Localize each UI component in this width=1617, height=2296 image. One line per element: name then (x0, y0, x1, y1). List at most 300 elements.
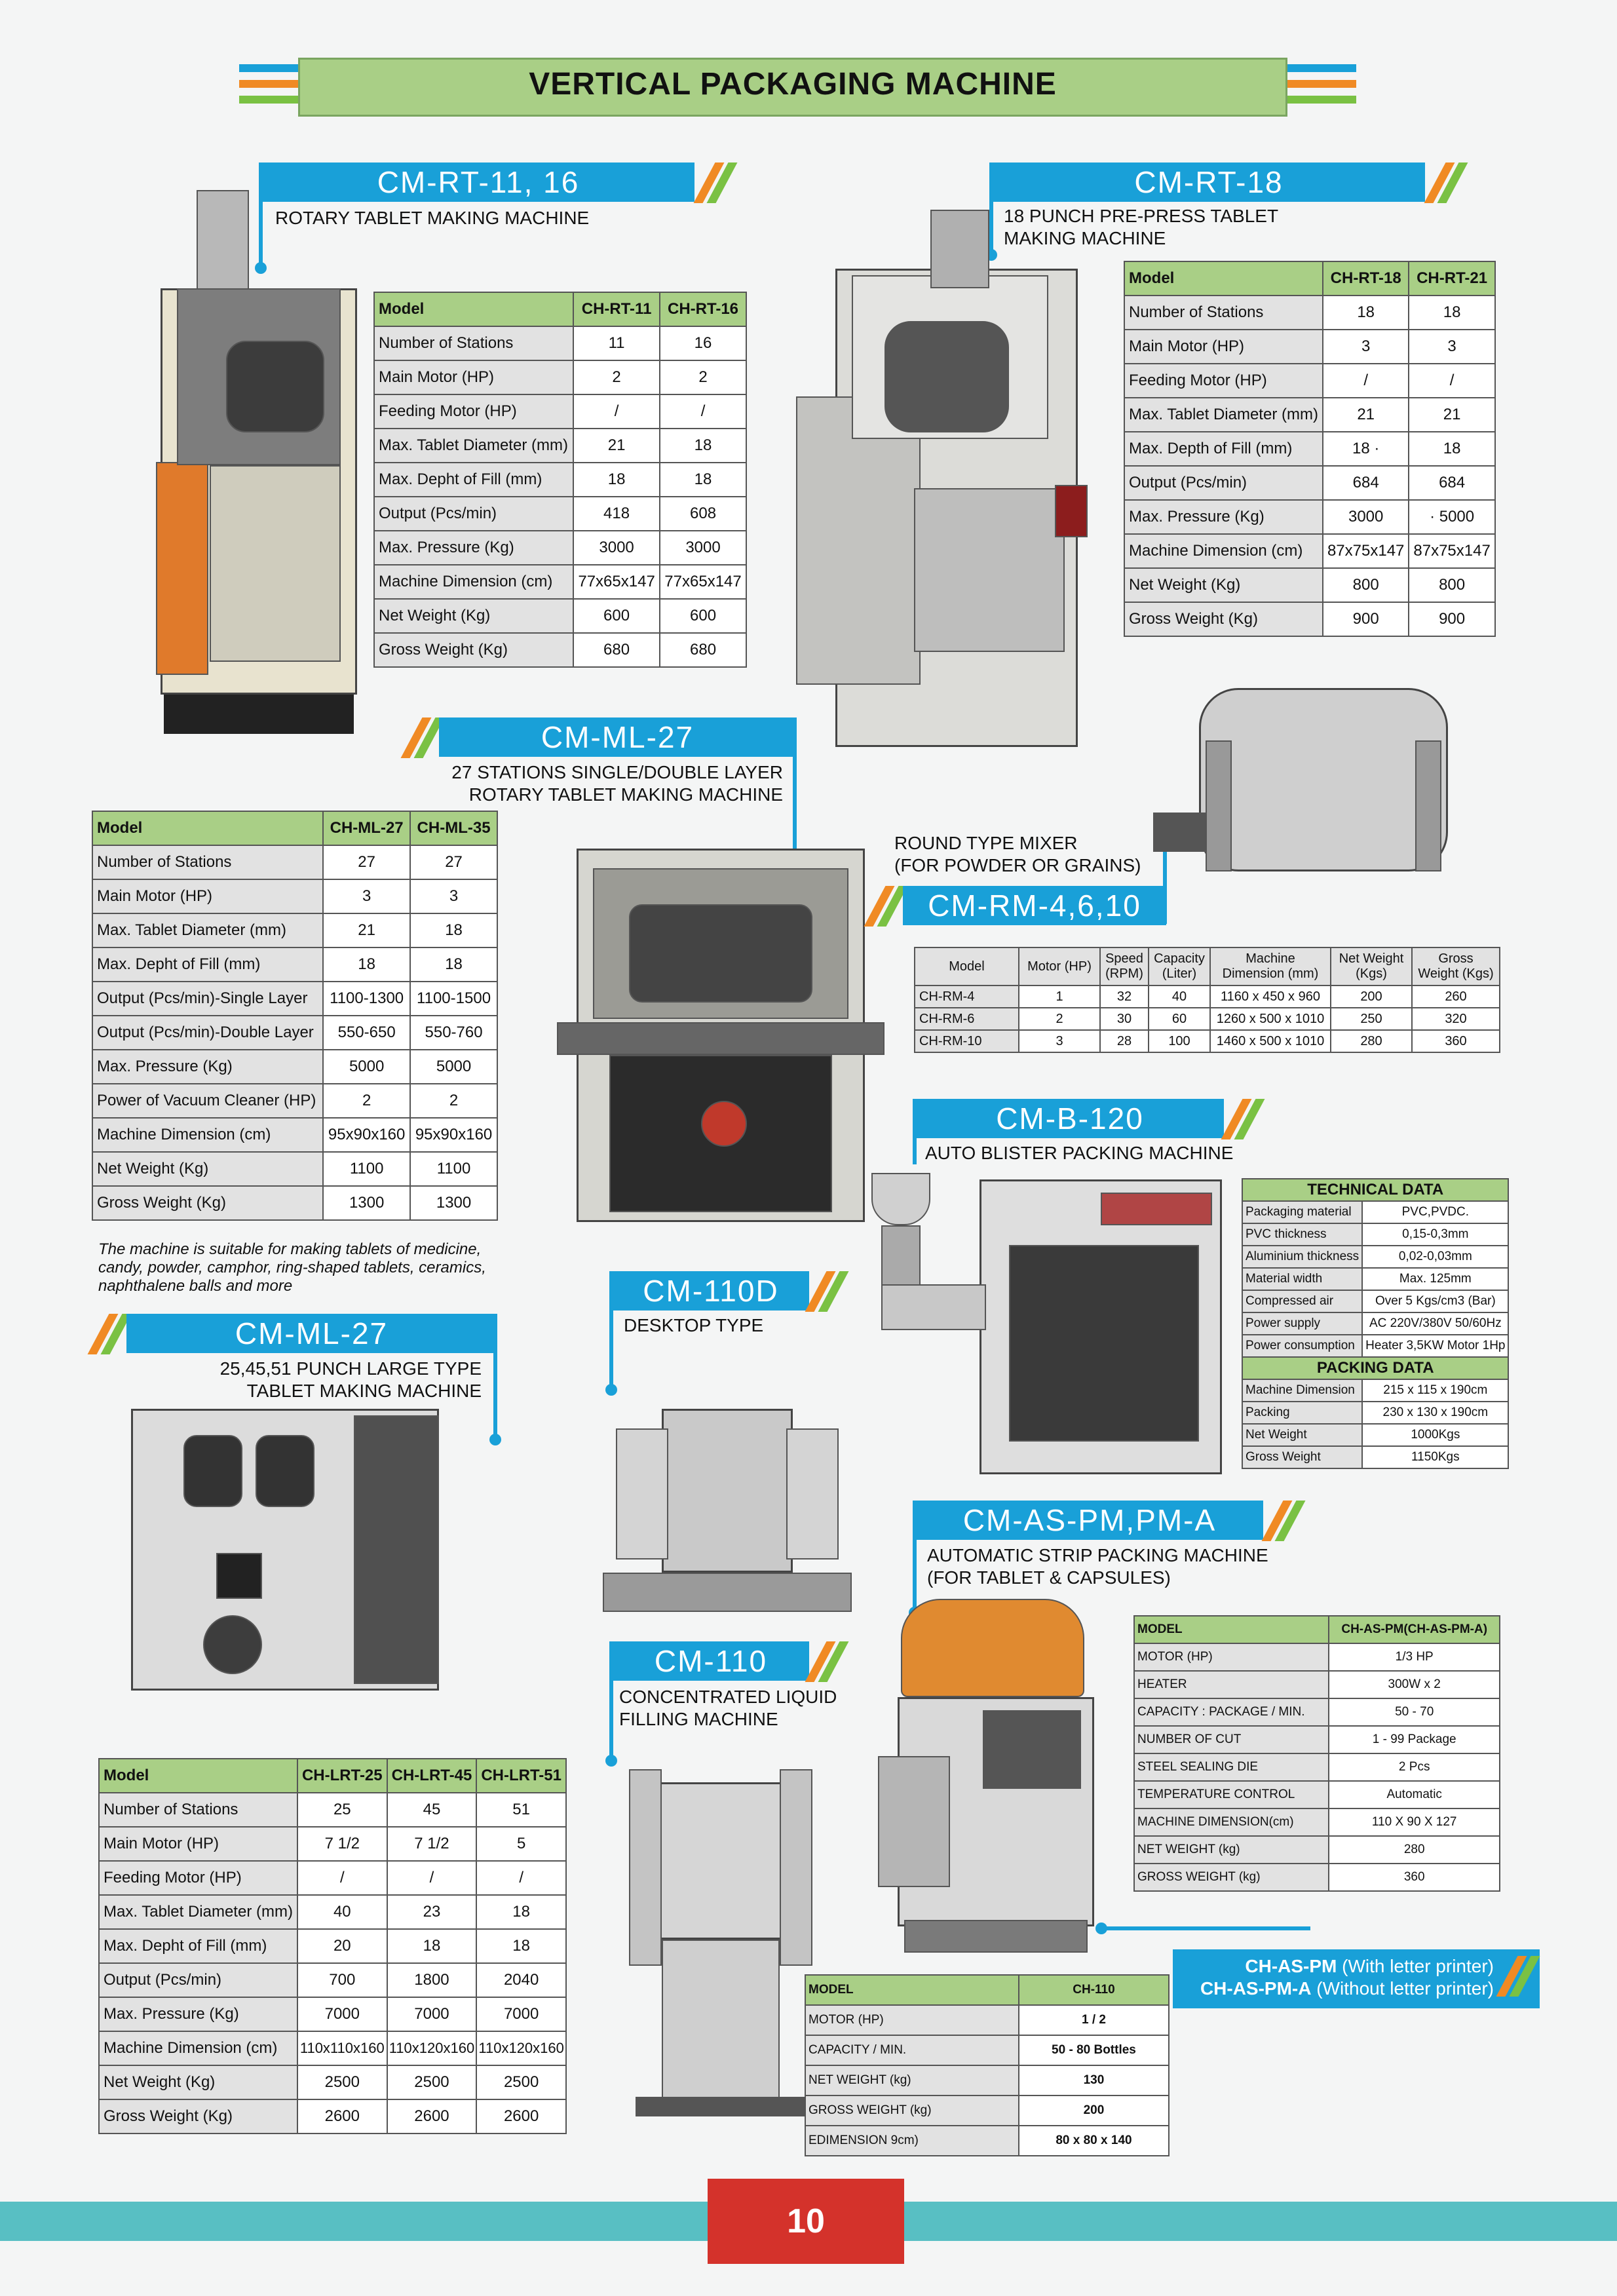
table-cell: 28 (1100, 1030, 1149, 1052)
rt18-subtitle-2: MAKING MACHINE (1004, 228, 1166, 248)
table-cell: 32 (1100, 985, 1149, 1008)
table-cell: 2 (573, 360, 660, 394)
table-row (1124, 602, 1495, 636)
table-cell: 1160 x 450 x 960 (1210, 985, 1331, 1008)
table-cell: Feeding Motor (HP) (374, 394, 573, 429)
table-cell: Max. Tablet Diameter (mm) (92, 913, 323, 947)
table-header-cell: MODEL (1134, 1616, 1329, 1643)
table-row (915, 1008, 1500, 1030)
table-cell: 5000 (323, 1050, 410, 1084)
table-cell: 21 (573, 429, 660, 463)
table-cell: 87x75x147 (1409, 534, 1494, 568)
table-row (1134, 1781, 1500, 1808)
table-cell: 21 (1323, 398, 1409, 432)
table-row (99, 2099, 566, 2133)
aspm-note-line (1101, 1926, 1310, 1930)
table-cell: 800 (1323, 568, 1409, 602)
aspm-subtitle-2: (FOR TABLET & CAPSULES) (927, 1567, 1171, 1588)
table-cell: 3 (410, 879, 497, 913)
aspm-pointer-line (913, 1501, 917, 1612)
ml27b-banner: CM-ML-27 (126, 1314, 497, 1353)
table-cell: Aluminium thickness (1242, 1246, 1362, 1268)
table-row (374, 429, 746, 463)
ml27b-subtitle-2: TABLET MAKING MACHINE (246, 1381, 482, 1401)
table-header-cell: CH-RT-16 (660, 292, 746, 326)
table-row (99, 1861, 566, 1895)
table-row (1242, 1446, 1508, 1468)
table-cell: 18 (410, 947, 497, 982)
b120-banner: CM-B-120 (916, 1099, 1224, 1138)
page-header (298, 58, 1287, 117)
table-cell: Feeding Motor (HP) (1124, 364, 1323, 398)
b120-subtitle: AUTO BLISTER PACKING MACHINE (925, 1143, 1234, 1163)
table-row (1242, 1201, 1508, 1223)
table-header-cell: CH-LRT-51 (476, 1759, 566, 1793)
aspm-subtitle-1: AUTOMATIC STRIP PACKING MACHINE (927, 1545, 1268, 1565)
table-cell: Machine Dimension (cm) (374, 565, 573, 599)
table-cell: 3 (1409, 330, 1494, 364)
table-cell: 2600 (476, 2099, 566, 2133)
ml27a-note-1: The machine is suitable for making tablets of medicine, (98, 1240, 482, 1258)
table-cell: Max. 125mm (1362, 1268, 1508, 1290)
table-row (92, 1186, 497, 1220)
table-cell: Number of Stations (92, 845, 323, 879)
table-cell: Compressed air (1242, 1290, 1362, 1312)
table-cell: 900 (1409, 602, 1494, 636)
d110-banner: CM-110D (613, 1271, 809, 1311)
table-cell: 2 (410, 1084, 497, 1118)
aspm-spec-table (1133, 1615, 1500, 1892)
table-row (374, 394, 746, 429)
table-cell: Power supply (1242, 1312, 1362, 1335)
rm-subtitle-2: (FOR POWDER OR GRAINS) (894, 855, 1141, 875)
ml27a-note-3: naphthalene balls and more (98, 1277, 293, 1295)
table-cell: PVC,PVDC. (1362, 1201, 1508, 1223)
table-row (915, 1030, 1500, 1052)
table-cell: 18 (1409, 432, 1494, 466)
table-cell: NUMBER OF CUT (1134, 1726, 1329, 1753)
table-row (92, 1084, 497, 1118)
table-cell: / (297, 1861, 387, 1895)
rm-banner: CM-RM-4,6,10 (903, 886, 1166, 925)
table-row (1242, 1312, 1508, 1335)
table-row (1124, 500, 1495, 534)
table-row (1134, 1671, 1500, 1698)
table-row (99, 1963, 566, 1997)
table-row (374, 599, 746, 633)
table-cell: Heater 3,5KW Motor 1Hp (1362, 1335, 1508, 1357)
table-cell: Max. Pressure (Kg) (92, 1050, 323, 1084)
table-cell: 40 (297, 1895, 387, 1929)
table-cell: 1100-1500 (410, 982, 497, 1016)
table-cell: 7000 (387, 1997, 477, 2031)
table-cell: 900 (1323, 602, 1409, 636)
table-header-cell: Model (915, 947, 1019, 985)
header-stripe-orange (239, 80, 301, 88)
table-cell: Max. Tablet Diameter (mm) (1124, 398, 1323, 432)
table-cell: 320 (1412, 1008, 1500, 1030)
table-cell: 40 (1149, 985, 1210, 1008)
table-header-cell: Motor (HP) (1019, 947, 1100, 985)
table-cell: 1000Kgs (1362, 1424, 1508, 1446)
table-cell: · 5000 (1409, 500, 1494, 534)
table-row (374, 463, 746, 497)
table-cell: 18 (323, 947, 410, 982)
table-cell: 110 X 90 X 127 (1329, 1808, 1500, 1836)
table-cell: 1300 (410, 1186, 497, 1220)
table-cell: 700 (297, 1963, 387, 1997)
table-cell: 2600 (387, 2099, 477, 2133)
table-cell: Net Weight (Kg) (99, 2065, 297, 2099)
table-cell: / (387, 1861, 477, 1895)
table-row (92, 1016, 497, 1050)
header-stripe-orange-right (1284, 80, 1356, 88)
table-row (1134, 1753, 1500, 1781)
table-cell: Output (Pcs/min) (99, 1963, 297, 1997)
table-cell: 50 - 80 Bottles (1019, 2035, 1169, 2065)
table-cell: 1100 (410, 1152, 497, 1186)
table-cell: Number of Stations (374, 326, 573, 360)
table-cell: 280 (1331, 1030, 1412, 1052)
table-cell: Gross Weight (Kg) (92, 1186, 323, 1220)
table-row (374, 633, 746, 667)
table-cell: / (476, 1861, 566, 1895)
table-cell: 18 (1409, 296, 1494, 330)
header-stripe-blue-right (1284, 64, 1356, 72)
table-header-cell: Model (99, 1759, 297, 1793)
aspm-note-2: CH-AS-PM-A (Without letter printer) (1200, 1978, 1494, 1999)
table-cell: Max. Depht of Fill (mm) (92, 947, 323, 982)
table-cell: 18 (387, 1929, 477, 1963)
table-row (374, 531, 746, 565)
table-cell: / (660, 394, 746, 429)
ml27a-note-2: candy, powder, camphor, ring-shaped tablets, ceramics, (98, 1259, 486, 1276)
table-cell: PVC thickness (1242, 1223, 1362, 1246)
page-title: VERTICAL PACKAGING MACHINE (529, 67, 1057, 102)
table-cell: 2 (323, 1084, 410, 1118)
table-row (1242, 1424, 1508, 1446)
table-cell: 215 x 115 x 190cm (1362, 1379, 1508, 1402)
header-stripe-green (239, 96, 301, 104)
table-row (1134, 1643, 1500, 1671)
table-row (92, 879, 497, 913)
table-cell: Max. Pressure (Kg) (374, 531, 573, 565)
table-row (1124, 364, 1495, 398)
d110-pointer-line (609, 1271, 613, 1389)
table-cell: 600 (573, 599, 660, 633)
table-cell: 2500 (387, 2065, 477, 2099)
table-row (92, 1050, 497, 1084)
table-cell: 0,15-0,3mm (1362, 1223, 1508, 1246)
table-cell: 3 (323, 879, 410, 913)
table-cell: 600 (660, 599, 746, 633)
table-cell: Machine Dimension (cm) (99, 2031, 297, 2065)
table-cell: 18 · (1323, 432, 1409, 466)
table-cell: GROSS WEIGHT (kg) (1134, 1864, 1329, 1891)
table-cell: 5000 (410, 1050, 497, 1084)
b120-tech-table (1242, 1178, 1509, 1469)
table-row (805, 2065, 1169, 2095)
table-row (1134, 1698, 1500, 1726)
table-cell: MOTOR (HP) (1134, 1643, 1329, 1671)
table-cell: 1100 (323, 1152, 410, 1186)
table-header-cell: Model (92, 811, 323, 845)
table-cell: 1300 (323, 1186, 410, 1220)
table-cell: CH-RM-10 (915, 1030, 1019, 1052)
table-row (1124, 534, 1495, 568)
table-row (1242, 1379, 1508, 1402)
table-cell: 77x65x147 (660, 565, 746, 599)
table-cell: 680 (660, 633, 746, 667)
table-cell: Automatic (1329, 1781, 1500, 1808)
table-row (1242, 1335, 1508, 1357)
table-cell: 18 (573, 463, 660, 497)
ml27b-spec-table (98, 1758, 567, 2134)
table-row (805, 2005, 1169, 2035)
table-cell: 360 (1329, 1864, 1500, 1891)
table-row (92, 845, 497, 879)
ml27a-subtitle-1: 27 STATIONS SINGLE/DOUBLE LAYER (451, 762, 783, 782)
table-cell: 684 (1323, 466, 1409, 500)
table-cell: Net Weight (Kg) (92, 1152, 323, 1186)
table-header-cell: Model (374, 292, 573, 326)
rt11-subtitle: ROTARY TABLET MAKING MACHINE (275, 208, 590, 228)
table-cell: 95x90x160 (410, 1118, 497, 1152)
table-cell: Output (Pcs/min)-Single Layer (92, 982, 323, 1016)
aspm-note-1: CH-AS-PM (With letter printer) (1245, 1956, 1494, 1976)
table-cell: Packaging material (1242, 1201, 1362, 1223)
table-cell: 30 (1100, 1008, 1149, 1030)
table-cell: 2500 (297, 2065, 387, 2099)
page-number: 10 (708, 2179, 904, 2264)
rt11-banner: CM-RT-11, 16 (262, 163, 694, 202)
table-header-cell: TECHNICAL DATA (1242, 1179, 1508, 1201)
rm-spec-table (914, 947, 1500, 1053)
table-cell: Gross Weight (Kg) (1124, 602, 1323, 636)
ml27b-pointer-line (493, 1314, 497, 1438)
table-cell: 18 (660, 463, 746, 497)
table-cell: 25 (297, 1793, 387, 1827)
table-row (1134, 1726, 1500, 1753)
cm110-spec-table (805, 1974, 1170, 2156)
table-cell: 250 (1331, 1008, 1412, 1030)
table-header-cell: MODEL (805, 1975, 1019, 2005)
table-cell: 684 (1409, 466, 1494, 500)
table-header-cell: CH-RT-11 (573, 292, 660, 326)
rt11-pointer-dot (255, 262, 267, 274)
table-cell: Number of Stations (1124, 296, 1323, 330)
table-header-cell: CH-LRT-25 (297, 1759, 387, 1793)
table-row (99, 1827, 566, 1861)
table-cell: 2 (1019, 1008, 1100, 1030)
table-cell: / (1323, 364, 1409, 398)
table-cell: 2600 (297, 2099, 387, 2133)
table-cell: 3000 (1323, 500, 1409, 534)
table-cell: Material width (1242, 1268, 1362, 1290)
table-cell: TEMPERATURE CONTROL (1134, 1781, 1329, 1808)
rt18-spec-table (1124, 261, 1496, 637)
table-cell: / (573, 394, 660, 429)
table-header-cell: CH-LRT-45 (387, 1759, 477, 1793)
table-cell: 1/3 HP (1329, 1643, 1500, 1671)
table-cell: 7 1/2 (297, 1827, 387, 1861)
table-cell: 1150Kgs (1362, 1446, 1508, 1468)
table-cell: / (1409, 364, 1494, 398)
table-row (1124, 432, 1495, 466)
ml27a-banner: CM-ML-27 (439, 718, 796, 757)
table-cell: 260 (1412, 985, 1500, 1008)
table-cell: 2500 (476, 2065, 566, 2099)
table-cell: 2 Pcs (1329, 1753, 1500, 1781)
table-cell: Gross Weight (Kg) (99, 2099, 297, 2133)
table-cell: 130 (1019, 2065, 1169, 2095)
table-cell: Packing (1242, 1402, 1362, 1424)
table-row (1242, 1223, 1508, 1246)
table-cell: 0,02-0,03mm (1362, 1246, 1508, 1268)
table-cell: Machine Dimension (1242, 1379, 1362, 1402)
table-header-cell: CH-RT-21 (1409, 261, 1494, 296)
rt11-pointer-line (259, 163, 263, 267)
table-cell: 60 (1149, 1008, 1210, 1030)
table-header-cell: CH-ML-27 (323, 811, 410, 845)
table-row (374, 497, 746, 531)
table-cell: 1460 x 500 x 1010 (1210, 1030, 1331, 1052)
table-row (1124, 330, 1495, 364)
table-header-cell: Gross Weight (Kgs) (1412, 947, 1500, 985)
table-cell: Over 5 Kgs/cm3 (Bar) (1362, 1290, 1508, 1312)
table-row (99, 1929, 566, 1963)
table-row (374, 565, 746, 599)
table-cell: EDIMENSION 9cm) (805, 2126, 1019, 2156)
table-cell: 1800 (387, 1963, 477, 1997)
table-cell: Max. Depth of Fill (mm) (1124, 432, 1323, 466)
table-cell: Max. Depht of Fill (mm) (374, 463, 573, 497)
table-row (1124, 568, 1495, 602)
table-cell: GROSS WEIGHT (kg) (805, 2095, 1019, 2126)
table-cell: 50 - 70 (1329, 1698, 1500, 1726)
table-cell: NET WEIGHT (kg) (1134, 1836, 1329, 1864)
ml27b-pointer-dot (489, 1434, 501, 1445)
table-cell: 20 (297, 1929, 387, 1963)
table-row (1124, 398, 1495, 432)
table-row (1242, 1246, 1508, 1268)
table-row (805, 2095, 1169, 2126)
table-row (374, 326, 746, 360)
ml27a-spec-table (92, 811, 498, 1221)
table-cell: 680 (573, 633, 660, 667)
table-cell: 100 (1149, 1030, 1210, 1052)
table-row (92, 1152, 497, 1186)
table-header-cell: CH-RT-18 (1323, 261, 1409, 296)
table-cell: Net Weight (Kg) (374, 599, 573, 633)
table-row (805, 2126, 1169, 2156)
table-cell: CH-RM-6 (915, 1008, 1019, 1030)
table-row (99, 2031, 566, 2065)
table-cell: Output (Pcs/min) (1124, 466, 1323, 500)
d110-subtitle: DESKTOP TYPE (624, 1315, 764, 1335)
table-cell: 23 (387, 1895, 477, 1929)
rm-subtitle-1: ROUND TYPE MIXER (894, 833, 1078, 853)
table-header-cell: Net Weight (Kgs) (1331, 947, 1412, 985)
table-cell: Net Weight (1242, 1424, 1362, 1446)
table-cell: 1100-1300 (323, 982, 410, 1016)
table-cell: Machine Dimension (cm) (92, 1118, 323, 1152)
table-row (1124, 466, 1495, 500)
table-cell: 18 (476, 1895, 566, 1929)
table-cell: 200 (1331, 985, 1412, 1008)
cm110-subtitle-2: FILLING MACHINE (619, 1709, 778, 1729)
table-cell: 3 (1019, 1030, 1100, 1052)
table-cell: 1260 x 500 x 1010 (1210, 1008, 1331, 1030)
table-cell: 7000 (297, 1997, 387, 2031)
table-row (92, 947, 497, 982)
table-cell: Output (Pcs/min)-Double Layer (92, 1016, 323, 1050)
table-cell: 110x110x160 (297, 2031, 387, 2065)
rt18-banner: CM-RT-18 (993, 163, 1425, 202)
table-cell: MACHINE DIMENSION(cm) (1134, 1808, 1329, 1836)
table-cell: 200 (1019, 2095, 1169, 2126)
cm110-subtitle-1: CONCENTRATED LIQUID (619, 1687, 837, 1707)
table-cell: 800 (1409, 568, 1494, 602)
table-cell: 7 1/2 (387, 1827, 477, 1861)
table-cell: Max. Tablet Diameter (mm) (99, 1895, 297, 1929)
table-cell: Net Weight (Kg) (1124, 568, 1323, 602)
table-cell: CAPACITY : PACKAGE / MIN. (1134, 1698, 1329, 1726)
table-cell: Max. Pressure (Kg) (99, 1997, 297, 2031)
table-cell: Max. Depht of Fill (mm) (99, 1929, 297, 1963)
table-cell: AC 220V/380V 50/60Hz (1362, 1312, 1508, 1335)
table-header-cell: PACKING DATA (1242, 1357, 1508, 1379)
table-header-cell: Machine Dimension (mm) (1210, 947, 1331, 985)
table-cell: Power consumption (1242, 1335, 1362, 1357)
table-cell: 18 (660, 429, 746, 463)
ml27b-subtitle-1: 25,45,51 PUNCH LARGE TYPE (219, 1358, 482, 1379)
table-cell: 45 (387, 1793, 477, 1827)
table-cell: 18 (1323, 296, 1409, 330)
cm110-pointer-dot (605, 1755, 617, 1767)
table-row (99, 1997, 566, 2031)
table-cell: 5 (476, 1827, 566, 1861)
table-cell: 550-760 (410, 1016, 497, 1050)
table-cell: 2 (660, 360, 746, 394)
table-cell: 3 (1323, 330, 1409, 364)
table-cell: 51 (476, 1793, 566, 1827)
table-cell: 2040 (476, 1963, 566, 1997)
cm110-pointer-line (609, 1641, 613, 1759)
table-cell: 95x90x160 (323, 1118, 410, 1152)
table-cell: 21 (323, 913, 410, 947)
table-header-cell: Model (1124, 261, 1323, 296)
table-row (92, 982, 497, 1016)
ml27a-subtitle-2: ROTARY TABLET MAKING MACHINE (468, 784, 783, 805)
table-cell: 110x120x160 (476, 2031, 566, 2065)
table-cell: CH-RM-4 (915, 985, 1019, 1008)
table-cell: Main Motor (HP) (374, 360, 573, 394)
table-cell: Gross Weight (Kg) (374, 633, 573, 667)
header-stripe-blue (239, 64, 301, 72)
table-row (92, 1118, 497, 1152)
table-cell: STEEL SEALING DIE (1134, 1753, 1329, 1781)
table-cell: Output (Pcs/min) (374, 497, 573, 531)
table-cell: Main Motor (HP) (99, 1827, 297, 1861)
table-row (1134, 1808, 1500, 1836)
table-row (99, 1793, 566, 1827)
table-cell: 18 (476, 1929, 566, 1963)
table-cell: 18 (410, 913, 497, 947)
table-row (1242, 1290, 1508, 1312)
rt18-pointer-line (989, 163, 993, 254)
table-header-cell: Speed (RPM) (1100, 947, 1149, 985)
